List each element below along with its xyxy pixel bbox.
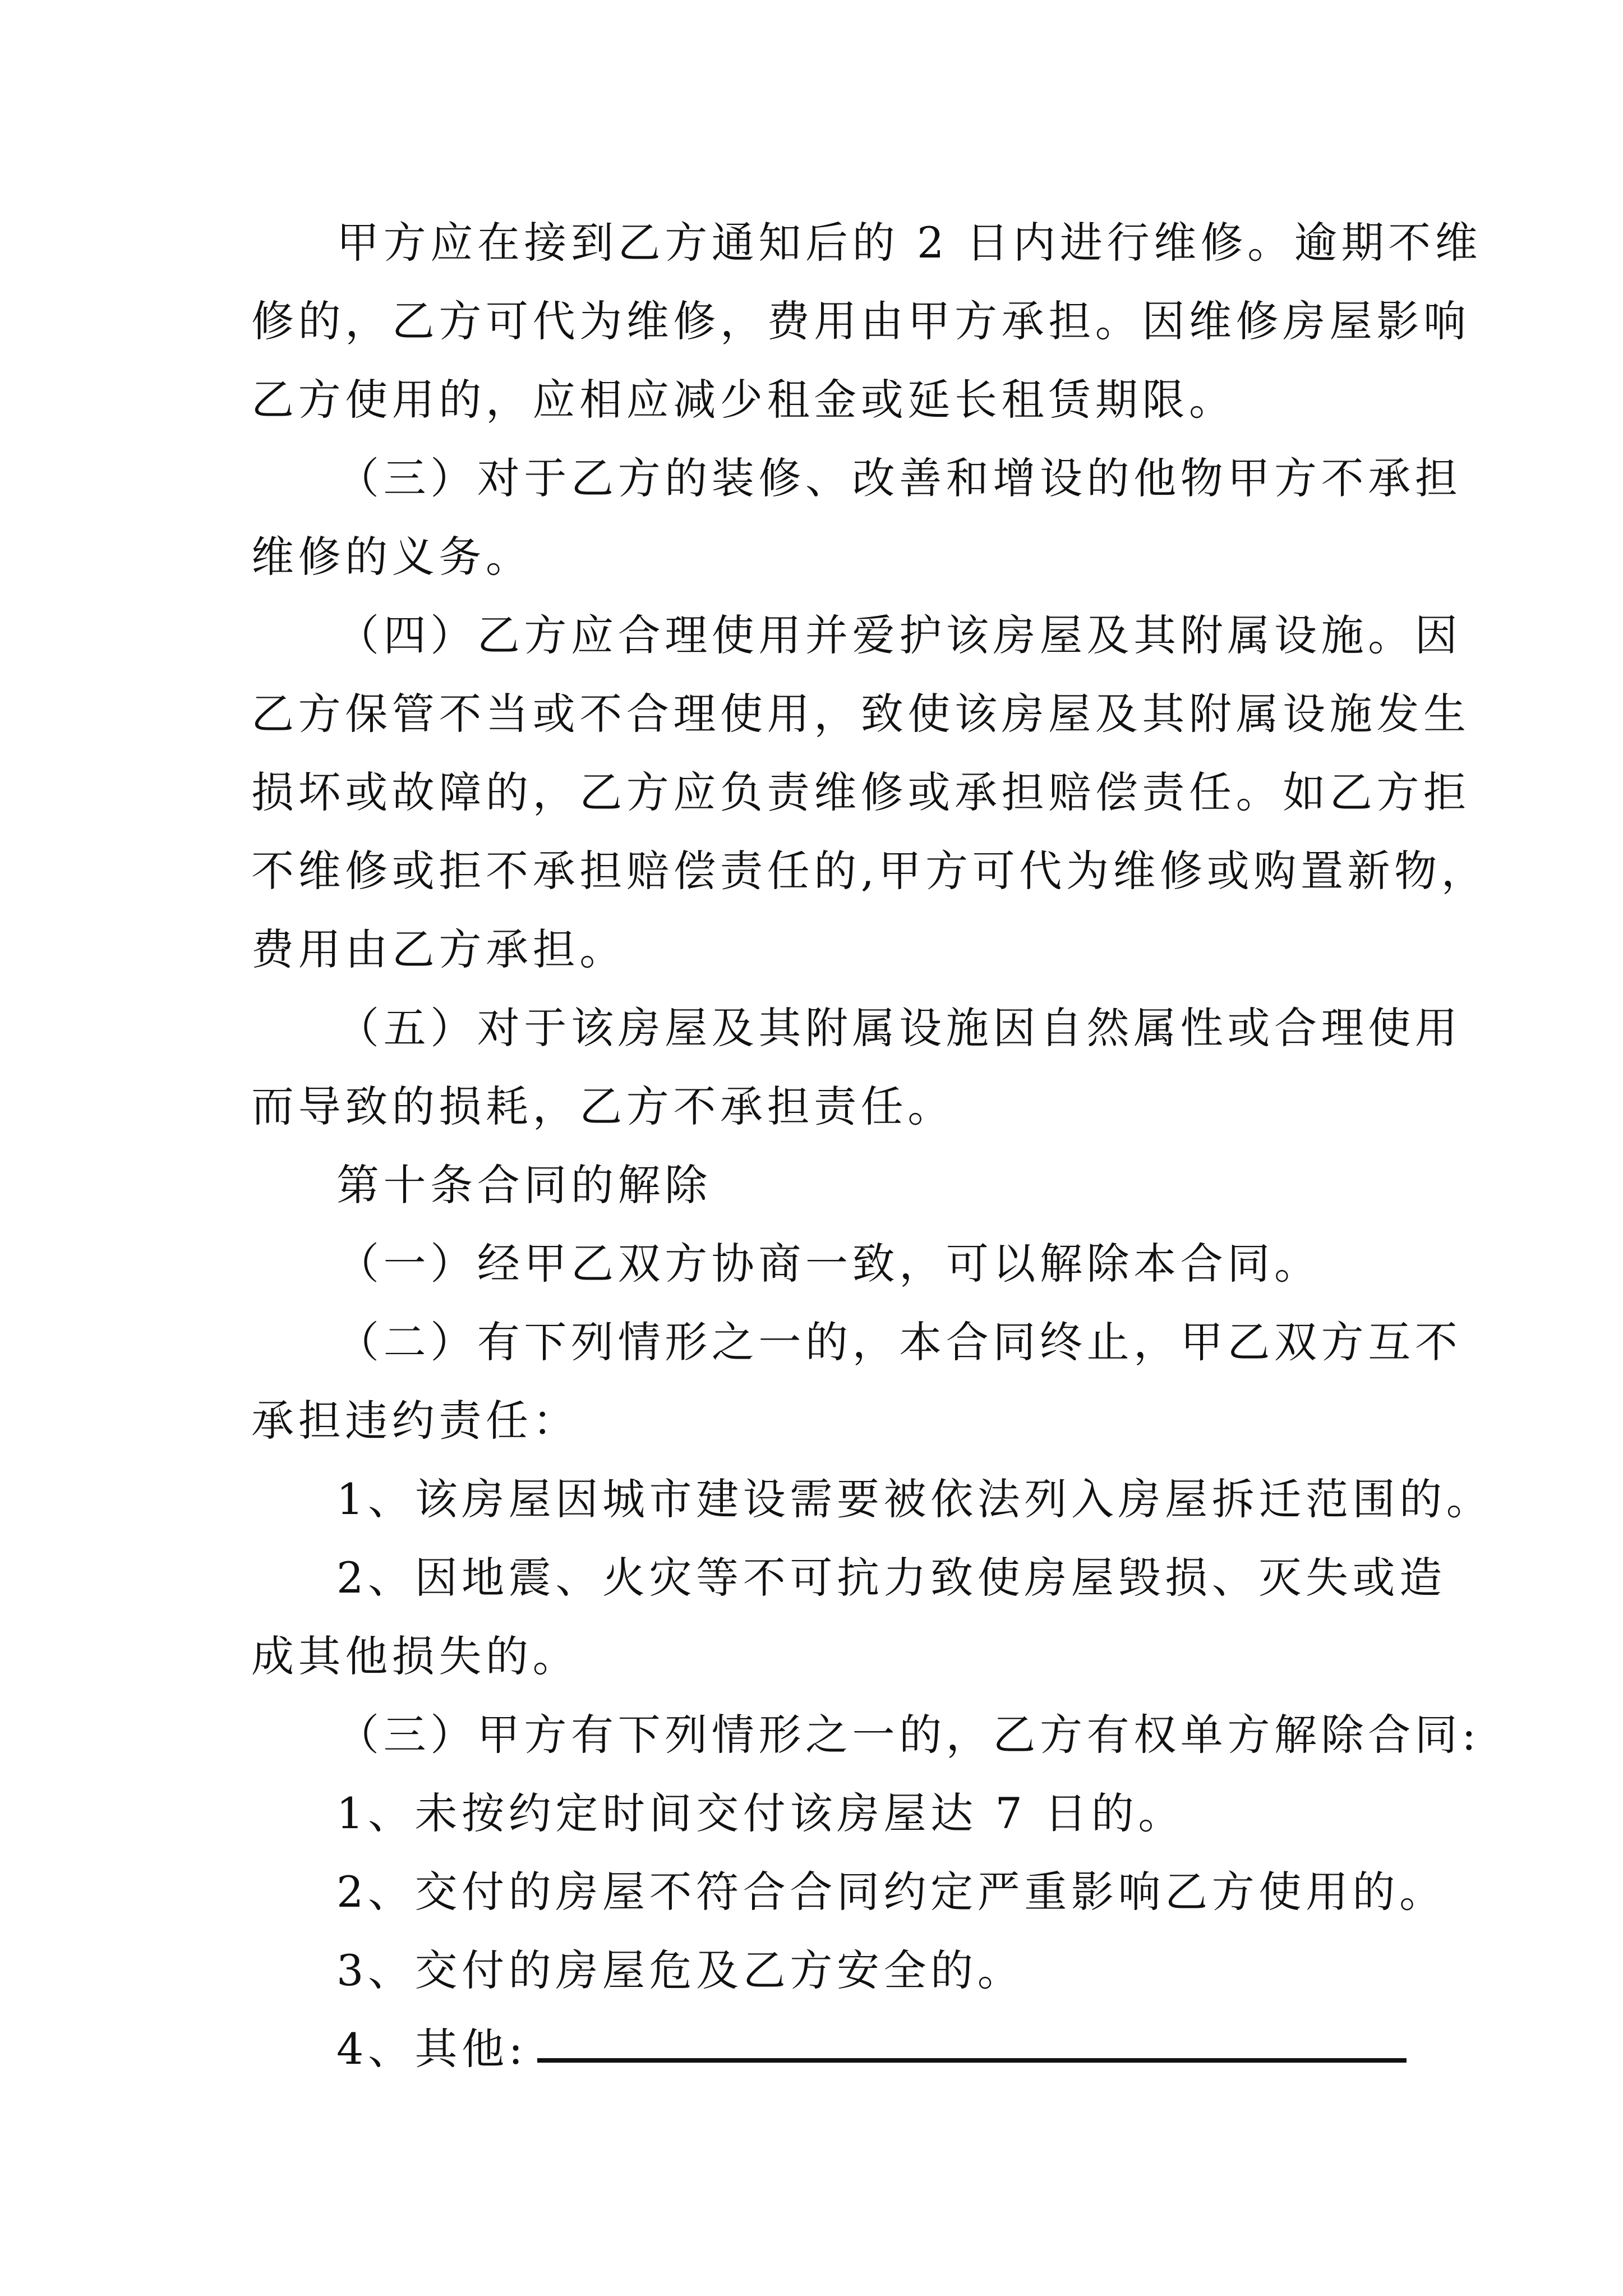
body-line: 修的，乙方可代为维修，费用由甲方承担。因维修房屋影响: [251, 296, 1470, 346]
body-line: 乙方保管不当或不合理使用，致使该房屋及其附属设施发生: [251, 689, 1470, 739]
body-line: 承担违约责任：: [251, 1396, 580, 1446]
body-line: 维修的义务。: [251, 532, 533, 582]
body-line: （一）经甲乙双方协商一致，可以解除本合同。: [336, 1239, 1321, 1289]
body-line: 乙方使用的，应相应减少租金或延长租赁期限。: [251, 375, 1236, 425]
body-line: 甲方应在接到乙方通知后的 2 日内进行维修。逾期不维: [336, 218, 1482, 268]
fill-in-line: [336, 2024, 1407, 2074]
body-line: 1、该房屋因城市建设需要被依法列入房屋拆迁范围的。: [336, 1474, 1493, 1524]
body-line: 2、交付的房屋不符合合同约定严重影响乙方使用的。: [336, 1867, 1446, 1917]
body-line: （三）对于乙方的装修、改善和增设的他物甲方不承担: [336, 453, 1462, 503]
body-line: 成其他损失的。: [251, 1631, 580, 1681]
blank-underline: [537, 2058, 1407, 2063]
body-line: （二）有下列情形之一的，本合同终止，甲乙双方互不: [336, 1317, 1462, 1367]
body-line: 2、因地震、火灾等不可抗力致使房屋毁损、灭失或造: [336, 1553, 1446, 1603]
body-line: 1、未按约定时间交付该房屋达 7 日的。: [336, 1788, 1186, 1838]
body-line: 3、交付的房屋危及乙方安全的。: [336, 1945, 1025, 1995]
body-line: （五）对于该房屋及其附属设施因自然属性或合理使用: [336, 1003, 1462, 1053]
body-line: 费用由乙方承担。: [251, 924, 626, 974]
body-line: 不维修或拒不承担赔偿责任的,甲方可代为维修或购置新物，: [251, 846, 1488, 896]
body-line: 而导致的损耗，乙方不承担责任。: [251, 1082, 955, 1131]
body-line: 损坏或故障的，乙方应负责维修或承担赔偿责任。如乙方拒: [251, 767, 1470, 817]
fill-in-label: 4、其他:: [336, 2024, 527, 2074]
body-line: （四）乙方应合理使用并爱护该房屋及其附属设施。因: [336, 610, 1462, 660]
body-line: （三）甲方有下列情形之一的，乙方有权单方解除合同:: [336, 1710, 1481, 1760]
section-heading: 第十条合同的解除: [336, 1160, 712, 1210]
